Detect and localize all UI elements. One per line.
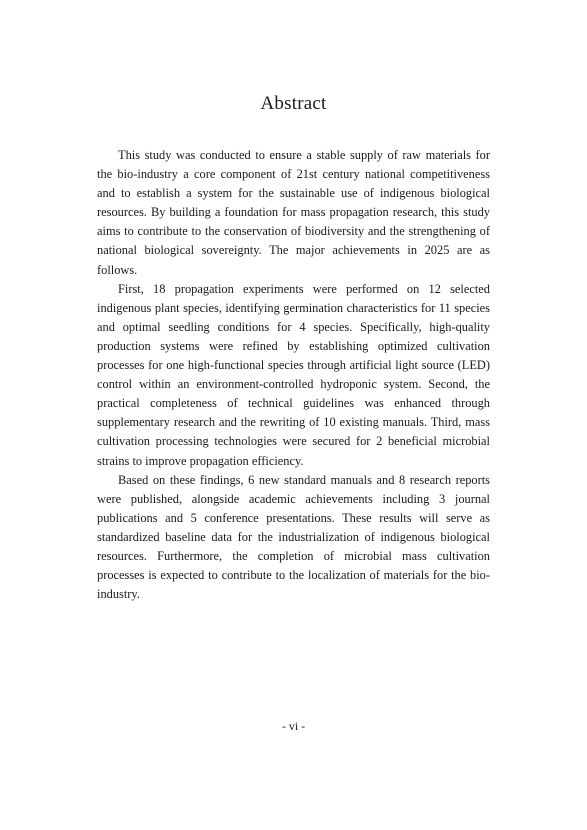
page-number: - vi - xyxy=(281,719,306,733)
abstract-body xyxy=(97,146,490,604)
paragraph-1: This study was conducted to ensure a stable supply of raw materials for the bio-industry a core component of 21st century national competitiveness and to establish a system for the sustainable use of indigenous biological resources. By building a foundation for mass propagation research, this study aims to contribute to the conservation of biodiversity and the strengthening of national biological sovereignty. The major achievements in 2025 are as follows. xyxy=(97,148,490,277)
page-title: Abstract xyxy=(260,93,327,114)
paragraph-3: Based on these findings, 6 new standard manuals and 8 research reports were published, alongside academic achievements including 3 journal publications and 5 conference presentations. These results will serve as standardized baseline data for the industrialization of indigenous biological resources. Furthermore, the completion of microbial mass cultivation processes is expected to contribute to the localization of materials for the bio-industry. xyxy=(97,472,490,602)
paragraph-2: First, 18 propagation experiments were performed on 12 selected indigenous plant species, identifying germination characteristics for 11 species and optimal seedling conditions for 4 species. Specifically, high-quality production systems were refined by establishing optimized cultivation processes for one high-functional species through artificial light source (LED) control within an environment-controlled hydroponic system. Second, the practical completeness of technical guidelines was enhanced through supplementary research and the rewriting of 10 existing manuals. Third, mass cultivation processing technologies were secured for 2 beneficial microbial strains to improve propagation efficiency. xyxy=(97,281,490,468)
